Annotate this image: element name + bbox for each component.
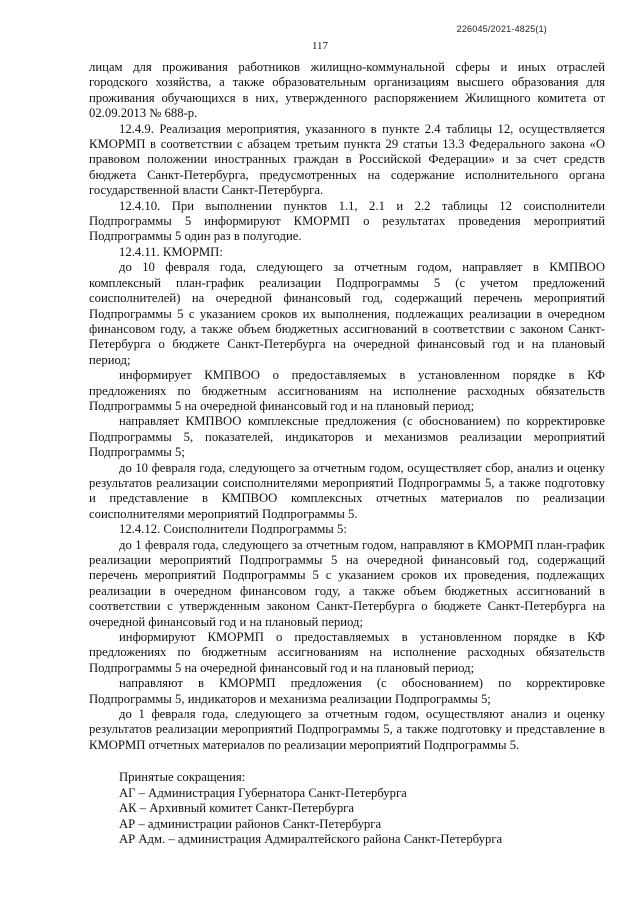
document-body (89, 60, 605, 847)
paragraph: информирует КМПВОО о предоставляемых в установленном порядке в КФ предложениях по бюджетным ассигнованиям на исполнение расходных обязательств Подпрограммы 5 на очередной финансовый год и на плановый период; (89, 368, 605, 413)
section-heading: 12.4.12. Соисполнители Подпрограммы 5: (119, 522, 347, 537)
abbreviations-heading: Принятые сокращения: (119, 770, 246, 785)
paragraph: до 10 февраля года, следующего за отчетным годом, направляет в КМПВОО комплексный план-график реализации Подпрограммы 5 (с учетом предложений соисполнителей) на очередной финансовый год, содержащий перечень мероприятий Подпрограммы 5 с указанием сроков их выполнения, подлежащих реализации в очередном финансовом году, а также объем бюджетных ассигнований в соответствии с законом Санкт-Петербурга о бюджете Санкт-Петербурга на очередной финансовый год и на плановый период; (89, 260, 605, 367)
paragraph: направляет КМПВОО комплексные предложения (с обоснованием) по корректировке Подпрограммы 5, показателей, индикаторов и механизмов реализации мероприятий Подпрограммы 5; (89, 414, 605, 460)
section-heading: 12.4.11. КМОРМП: (119, 244, 223, 259)
spacer (89, 753, 605, 770)
paragraph: до 1 февраля года, следующего за отчетным годом, осуществляют анализ и оценку результатов реализации мероприятий Подпрограммы 5, а также подготовку и представление в КМОРМП отчетных материалов по реализации мероприятий Подпрограммы 5. (89, 707, 605, 752)
abbreviations-list (89, 770, 605, 847)
abbreviation-item: АР – администрации районов Санкт-Петербурга (119, 816, 382, 831)
paragraph: 12.4.10. При выполнении пунктов 1.1, 2.1 и 2.2 таблицы 12 соисполнители Подпрограммы 5 информируют КМОРМП о результатах проведения мероприятий Подпрограммы 5 один раз в полугодие. (89, 198, 605, 244)
abbreviation-item: АК – Архивный комитет Санкт-Петербурга (119, 801, 355, 816)
paragraph: информируют КМОРМП о предоставляемых в установленном порядке в КФ предложениях по бюджетным ассигнованиям на исполнение расходных обязательств Подпрограммы 5 на очередной финансовый год и на плановый период; (89, 630, 605, 675)
paragraph: лицам для проживания работников жилищно-коммунальной сферы и иных отраслей городского хозяйства, а также образовательным организациям высшего образования для проживания обучающихся в них, утвержденного распоряжением Жилищного комитета от 02.09.2013 № 688-р. (89, 60, 605, 121)
abbreviation-item: АР Адм. – администрация Адмиралтейского района Санкт-Петербурга (119, 831, 503, 846)
abbreviation-item: АГ – Администрация Губернатора Санкт-Петербурга (119, 785, 407, 800)
paragraph: до 1 февраля года, следующего за отчетным годом, направляют в КМОРМП план-график реализации мероприятий Подпрограммы 5 на очередной финансовый год, содержащий перечень мероприятий Подпрограммы 5 с указанием сроков их проведения, подлежащих реализации в очередном финансовом году, а также объем бюджетных ассигнований в соответствии с утвержденным законом Санкт-Петербурга о бюджете Санкт-Петербурга на очередной финансовый год и на плановый период; (89, 537, 605, 629)
page-number: 117 (311, 40, 329, 52)
paragraph: 12.4.9. Реализация мероприятия, указанного в пункте 2.4 таблицы 12, осуществляется КМОРМП в соответствии с абзацем третьим пункта 29 статьи 13.3 Федерального закона «О правовом положении иностранных граждан в Российской Федерации» и за счет средств бюджета Санкт-Петербурга, предусмотренных на содержание исполнительного органа государственной власти Санкт-Петербурга. (89, 121, 605, 198)
paragraph: направляют в КМОРМП предложения (с обоснованием) по корректировке Подпрограммы 5, индикаторов и механизма реализации Подпрограммы 5; (89, 676, 605, 706)
paragraph: до 10 февраля года, следующего за отчетным годом, осуществляет сбор, анализ и оценку результатов реализации соисполнителями мероприятий Подпрограммы 5, а также подготовку и представление в КМПВОО комплексных отчетных материалов по реализации соисполнителями мероприятий Подпрограммы 5. (89, 460, 605, 521)
document-id: 226045/2021-4825(1) (456, 24, 547, 34)
